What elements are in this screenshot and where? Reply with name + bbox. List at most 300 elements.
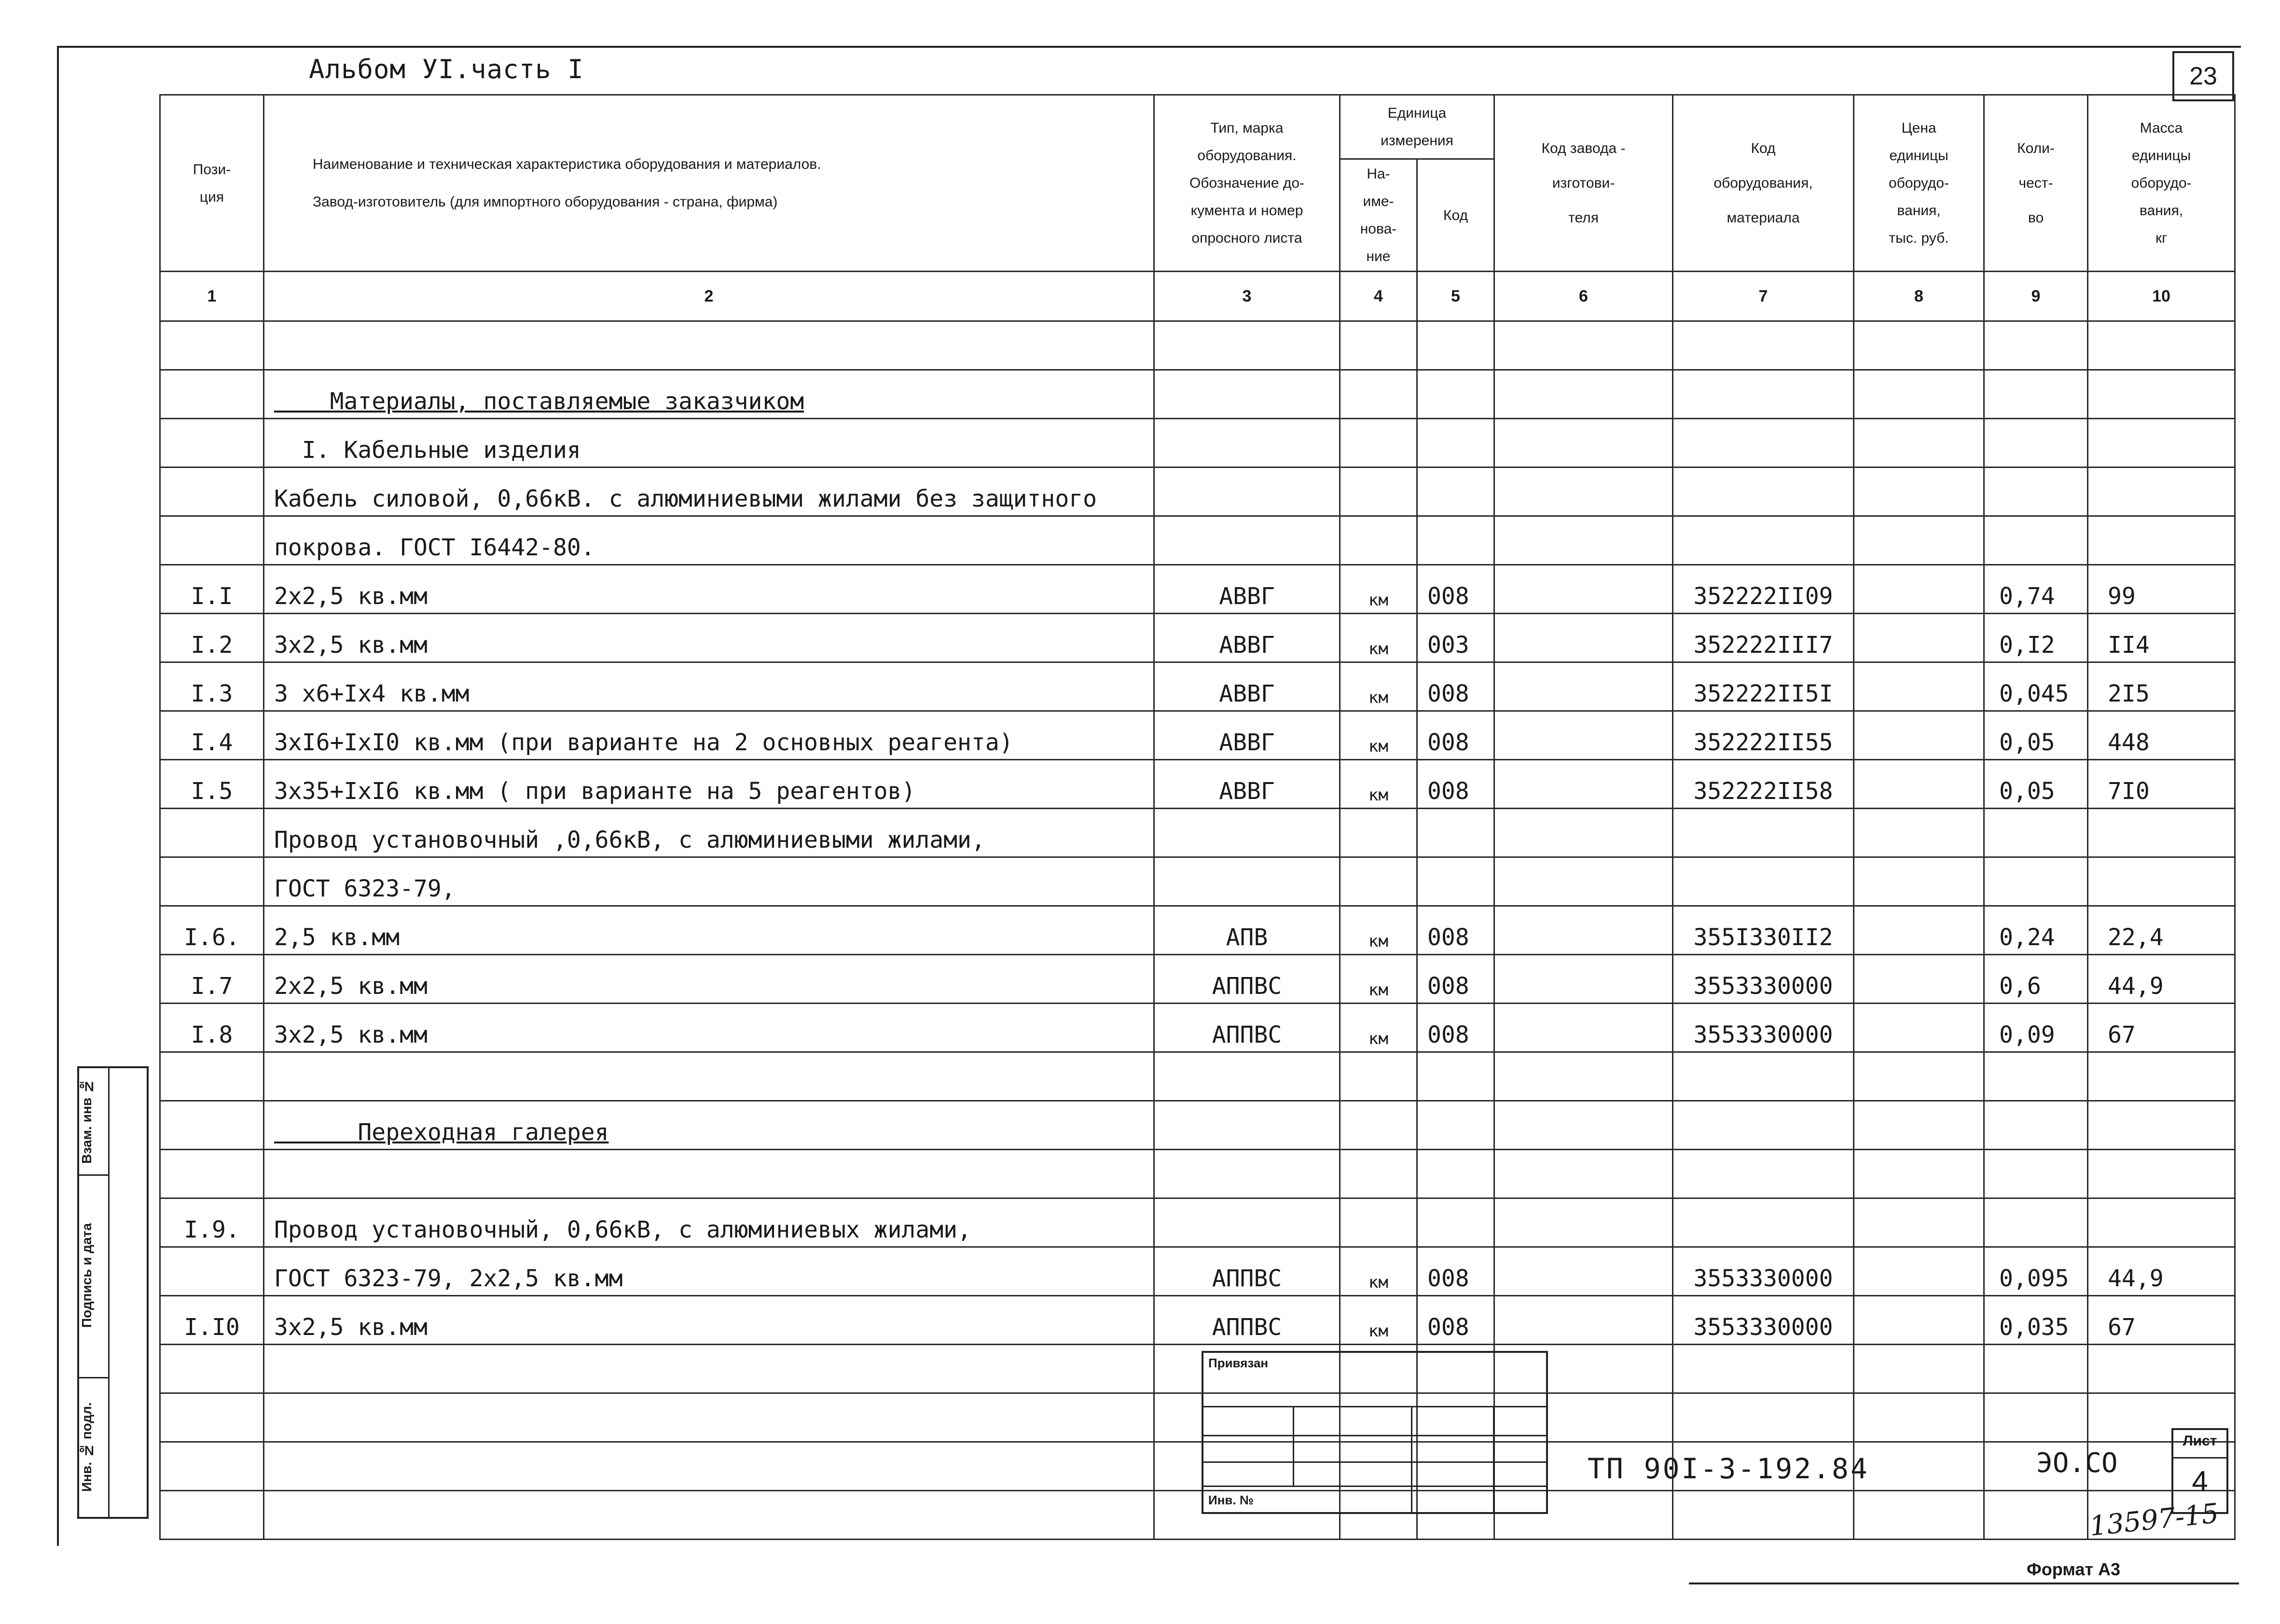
table-row — [160, 1491, 2235, 1540]
row-unit-code: 008 — [1417, 955, 1494, 1004]
row-maker-code — [1494, 1296, 1673, 1345]
row-mass — [2088, 1345, 2235, 1393]
row-maker-code — [1494, 468, 1673, 516]
column-numbers-row — [160, 272, 2235, 321]
stamp-line — [1203, 1406, 1546, 1407]
row-unit — [1340, 1052, 1417, 1101]
col-number: 10 — [2088, 272, 2235, 321]
col-number: 6 — [1494, 272, 1673, 321]
table-row — [160, 1150, 2235, 1198]
row-unit — [1340, 809, 1417, 857]
row-quantity — [1984, 370, 2088, 419]
row-equip-code — [1673, 1150, 1854, 1198]
row-unit-code — [1417, 516, 1494, 565]
row-equip-code: 352222III7 — [1673, 614, 1854, 662]
row-position — [160, 1247, 264, 1296]
table-row — [160, 1004, 2235, 1052]
row-unit-code — [1417, 321, 1494, 370]
document-number: ТП 90I-3-192.84 — [1588, 1452, 1869, 1485]
row-type — [1154, 370, 1340, 419]
attachment-stamp — [1202, 1351, 1548, 1514]
row-price — [1854, 565, 1984, 614]
row-name: Материалы, поставляемые заказчиком — [264, 370, 1154, 419]
row-maker-code — [1494, 711, 1673, 760]
row-quantity — [1984, 857, 2088, 906]
row-price — [1854, 468, 1984, 516]
table-row — [160, 1052, 2235, 1101]
row-position — [160, 1442, 264, 1491]
row-unit: км — [1340, 906, 1417, 955]
row-name — [264, 1150, 1154, 1198]
row-mass: 7I0 — [2088, 760, 2235, 809]
row-unit: км — [1340, 1004, 1417, 1052]
table-row — [160, 614, 2235, 662]
row-maker-code — [1494, 1004, 1673, 1052]
row-unit: км — [1340, 662, 1417, 711]
table-row — [160, 1247, 2235, 1296]
row-name: 3 x6+Ix4 кв.мм — [264, 662, 1154, 711]
sheet-divider — [2173, 1457, 2226, 1459]
row-equip-code: 3553330000 — [1673, 1296, 1854, 1345]
row-price — [1854, 419, 1984, 468]
paper-format: Формат А3 — [2027, 1559, 2121, 1579]
row-maker-code — [1494, 1198, 1673, 1247]
col-header-mass-text: Масса единицы оборудо- вания, кг — [2131, 120, 2192, 246]
row-price — [1854, 1150, 1984, 1198]
row-name: Провод установочный, 0,66кВ, с алюминиевых жилами, — [264, 1198, 1154, 1247]
row-type — [1154, 321, 1340, 370]
row-unit-code — [1417, 1198, 1494, 1247]
row-unit — [1340, 1198, 1417, 1247]
row-position — [160, 321, 264, 370]
row-name: покрова. ГОСТ I6442-80. — [264, 516, 1154, 565]
col-header-equip-code-text: Код оборудования, материала — [1713, 140, 1813, 226]
table-row — [160, 321, 2235, 370]
approval-strip — [77, 1066, 149, 1519]
row-maker-code — [1494, 614, 1673, 662]
row-mass: 2I5 — [2088, 662, 2235, 711]
row-position: I.8 — [160, 1004, 264, 1052]
row-name — [264, 1345, 1154, 1393]
row-name — [264, 321, 1154, 370]
table-row — [160, 1198, 2235, 1247]
row-position: I.7 — [160, 955, 264, 1004]
row-equip-code — [1673, 516, 1854, 565]
table-row — [160, 1296, 2235, 1345]
col-header-maker-code — [1494, 95, 1673, 272]
row-price — [1854, 1247, 1984, 1296]
col-header-unit-group — [1340, 95, 1494, 159]
row-type: АВВГ — [1154, 614, 1340, 662]
row-quantity — [1984, 516, 2088, 565]
row-mass: 67 — [2088, 1296, 2235, 1345]
row-maker-code — [1494, 1150, 1673, 1198]
row-name: Кабель силовой, 0,66кВ. с алюминиевыми жилами без защитного — [264, 468, 1154, 516]
row-maker-code — [1494, 1247, 1673, 1296]
row-quantity — [1984, 1393, 2088, 1442]
row-unit-code — [1417, 1052, 1494, 1101]
row-type: АВВГ — [1154, 565, 1340, 614]
row-unit: км — [1340, 565, 1417, 614]
row-maker-code — [1494, 565, 1673, 614]
col-header-unit-code — [1417, 159, 1494, 272]
row-position — [160, 516, 264, 565]
row-unit — [1340, 516, 1417, 565]
row-unit — [1340, 857, 1417, 906]
col-header-price — [1854, 95, 1984, 272]
table-row — [160, 1101, 2235, 1150]
col-header-maker-code-text: Код завода - изготови- теля — [1541, 140, 1626, 226]
stamp-line — [1203, 1486, 1546, 1487]
row-name: ГОСТ 6323-79, 2x2,5 кв.мм — [264, 1247, 1154, 1296]
row-unit-code — [1417, 1150, 1494, 1198]
row-equip-code — [1673, 370, 1854, 419]
row-unit: км — [1340, 614, 1417, 662]
page-number: 23 — [2172, 51, 2234, 101]
col-number: 3 — [1154, 272, 1340, 321]
col-header-unit-name-text: На- име- нова- ние — [1360, 166, 1397, 264]
row-type — [1154, 1198, 1340, 1247]
row-quantity: 0,05 — [1984, 711, 2088, 760]
handwritten-number: 13597-15 — [2088, 1498, 2220, 1542]
row-equip-code — [1673, 1052, 1854, 1101]
row-quantity — [1984, 1345, 2088, 1393]
strip-divider — [108, 1068, 110, 1517]
stamp-vline — [1411, 1406, 1412, 1512]
row-equip-code — [1673, 1491, 1854, 1540]
row-position: I.3 — [160, 662, 264, 711]
row-position: I.5 — [160, 760, 264, 809]
row-position — [160, 1393, 264, 1442]
row-maker-code — [1494, 419, 1673, 468]
col-header-price-text: Цена единицы оборудо- вания, тыс. руб. — [1888, 120, 1949, 246]
row-price — [1854, 1345, 1984, 1393]
table-row — [160, 565, 2235, 614]
row-name: 3x2,5 кв.мм — [264, 614, 1154, 662]
row-unit: км — [1340, 1247, 1417, 1296]
row-equip-code — [1673, 419, 1854, 468]
col-header-mass — [2088, 95, 2235, 272]
row-maker-code — [1494, 1101, 1673, 1150]
row-maker-code — [1494, 662, 1673, 711]
row-mass: 448 — [2088, 711, 2235, 760]
row-price — [1854, 711, 1984, 760]
row-type: АВВГ — [1154, 662, 1340, 711]
row-maker-code — [1494, 760, 1673, 809]
col-header-name-text: Наименование и техническая характеристика оборудования и материалов. Завод-изготовитель (для импортного оборудования - страна, фирма) — [313, 156, 821, 210]
row-unit-code: 008 — [1417, 662, 1494, 711]
col-header-type — [1154, 95, 1340, 272]
row-mass: 22,4 — [2088, 906, 2235, 955]
row-position — [160, 419, 264, 468]
row-name — [264, 1052, 1154, 1101]
row-quantity: 0,045 — [1984, 662, 2088, 711]
row-unit: км — [1340, 955, 1417, 1004]
row-price — [1854, 809, 1984, 857]
specification-table — [159, 94, 2236, 1540]
row-maker-code — [1494, 809, 1673, 857]
row-unit-code: 008 — [1417, 565, 1494, 614]
row-equip-code — [1673, 1393, 1854, 1442]
col-number: 7 — [1673, 272, 1854, 321]
row-name: Провод установочный ,0,66кВ, с алюминиевыми жилами, — [264, 809, 1154, 857]
row-unit-code — [1417, 468, 1494, 516]
row-price — [1854, 516, 1984, 565]
col-header-pos-text: Пози- ция — [193, 161, 231, 205]
row-price — [1854, 955, 1984, 1004]
album-title: Альбом УI.часть I — [309, 54, 584, 84]
row-equip-code: 352222II09 — [1673, 565, 1854, 614]
row-price — [1854, 1491, 1984, 1540]
row-mass — [2088, 370, 2235, 419]
row-name: 3xI6+IxI0 кв.мм (при варианте на 2 основных реагента) — [264, 711, 1154, 760]
table-row — [160, 419, 2235, 468]
row-type: АППВС — [1154, 955, 1340, 1004]
row-unit — [1340, 468, 1417, 516]
row-unit-code: 008 — [1417, 906, 1494, 955]
row-unit-code: 008 — [1417, 711, 1494, 760]
table-row — [160, 662, 2235, 711]
row-equip-code — [1673, 1101, 1854, 1150]
row-maker-code — [1494, 857, 1673, 906]
row-mass — [2088, 468, 2235, 516]
row-price — [1854, 857, 1984, 906]
row-price — [1854, 1442, 1984, 1491]
row-unit-code: 008 — [1417, 1296, 1494, 1345]
row-price — [1854, 1004, 1984, 1052]
strip-label-inventory: Инв. № подл. — [79, 1402, 94, 1492]
row-mass: II4 — [2088, 614, 2235, 662]
row-equip-code — [1673, 1198, 1854, 1247]
col-header-name — [264, 95, 1154, 272]
strip-label-signature: Подпись и дата — [79, 1223, 94, 1328]
table-row — [160, 857, 2235, 906]
row-quantity: 0,09 — [1984, 1004, 2088, 1052]
row-name: 3x35+IxI6 кв.мм ( при варианте на 5 реагентов) — [264, 760, 1154, 809]
row-name: Переходная галерея — [264, 1101, 1154, 1150]
row-unit-code — [1417, 857, 1494, 906]
row-name — [264, 1393, 1154, 1442]
row-type — [1154, 1101, 1340, 1150]
row-type: АППВС — [1154, 1247, 1340, 1296]
row-quantity — [1984, 809, 2088, 857]
row-price — [1854, 662, 1984, 711]
row-name: 3x2,5 кв.мм — [264, 1296, 1154, 1345]
stamp-vline — [1293, 1406, 1294, 1486]
col-header-equip-code — [1673, 95, 1854, 272]
row-equip-code — [1673, 857, 1854, 906]
row-equip-code — [1673, 321, 1854, 370]
row-position — [160, 1052, 264, 1101]
row-quantity — [1984, 468, 2088, 516]
row-price — [1854, 321, 1984, 370]
row-type — [1154, 468, 1340, 516]
row-name: 2,5 кв.мм — [264, 906, 1154, 955]
row-quantity — [1984, 1198, 2088, 1247]
table-row — [160, 906, 2235, 955]
col-number: 5 — [1417, 272, 1494, 321]
col-header-unit-name — [1340, 159, 1417, 272]
row-type — [1154, 1150, 1340, 1198]
row-unit-code — [1417, 370, 1494, 419]
row-unit-code: 008 — [1417, 1247, 1494, 1296]
row-price — [1854, 614, 1984, 662]
row-unit-code: 003 — [1417, 614, 1494, 662]
row-name: ГОСТ 6323-79, — [264, 857, 1154, 906]
row-mass: 99 — [2088, 565, 2235, 614]
row-type — [1154, 419, 1340, 468]
row-name — [264, 1442, 1154, 1491]
row-position — [160, 1491, 264, 1540]
format-line — [1689, 1583, 2239, 1584]
row-type — [1154, 516, 1340, 565]
stamp-line — [1203, 1435, 1546, 1436]
row-quantity: 0,I2 — [1984, 614, 2088, 662]
row-unit — [1340, 370, 1417, 419]
row-price — [1854, 760, 1984, 809]
row-quantity: 0,6 — [1984, 955, 2088, 1004]
stamp-line — [1203, 1461, 1546, 1463]
stamp-vline — [1493, 1406, 1494, 1512]
row-name: 2x2,5 кв.мм — [264, 565, 1154, 614]
row-unit-code — [1417, 1101, 1494, 1150]
row-type: АППВС — [1154, 1004, 1340, 1052]
row-mass — [2088, 516, 2235, 565]
row-position: I.9. — [160, 1198, 264, 1247]
row-name: 2x2,5 кв.мм — [264, 955, 1154, 1004]
row-mass — [2088, 809, 2235, 857]
row-unit-code: 008 — [1417, 1004, 1494, 1052]
table-row — [160, 1442, 2235, 1491]
row-mass — [2088, 321, 2235, 370]
row-mass — [2088, 419, 2235, 468]
row-mass: 44,9 — [2088, 955, 2235, 1004]
row-maker-code — [1494, 955, 1673, 1004]
stamp-attached-label: Привязан — [1208, 1356, 1269, 1370]
row-mass — [2088, 857, 2235, 906]
table-row — [160, 1345, 2235, 1393]
row-maker-code — [1494, 370, 1673, 419]
row-maker-code — [1494, 321, 1673, 370]
row-equip-code: 352222II55 — [1673, 711, 1854, 760]
row-type — [1154, 809, 1340, 857]
row-price — [1854, 1052, 1984, 1101]
row-position — [160, 1150, 264, 1198]
row-equip-code: 3553330000 — [1673, 1247, 1854, 1296]
row-type: АПВ — [1154, 906, 1340, 955]
col-header-qty — [1984, 95, 2088, 272]
row-name: I. Кабельные изделия — [264, 419, 1154, 468]
row-position — [160, 1101, 264, 1150]
row-unit-code — [1417, 419, 1494, 468]
row-quantity: 0,095 — [1984, 1247, 2088, 1296]
row-equip-code: 3553330000 — [1673, 955, 1854, 1004]
row-quantity: 0,035 — [1984, 1296, 2088, 1345]
row-name — [264, 1491, 1154, 1540]
table-row — [160, 516, 2235, 565]
row-type: АВВГ — [1154, 711, 1340, 760]
row-mass — [2088, 1198, 2235, 1247]
row-unit — [1340, 1150, 1417, 1198]
row-type: АППВС — [1154, 1296, 1340, 1345]
row-mass — [2088, 1052, 2235, 1101]
table-row — [160, 468, 2235, 516]
col-header-unit-code-text: Код — [1443, 207, 1468, 223]
row-unit — [1340, 321, 1417, 370]
row-name: 3x2,5 кв.мм — [264, 1004, 1154, 1052]
row-position: I.2 — [160, 614, 264, 662]
row-quantity: 0,74 — [1984, 565, 2088, 614]
row-quantity — [1984, 1052, 2088, 1101]
strip-label-replace: Взам. инв № — [79, 1079, 94, 1164]
row-unit: км — [1340, 711, 1417, 760]
row-price — [1854, 1296, 1984, 1345]
row-equip-code — [1673, 468, 1854, 516]
row-position — [160, 809, 264, 857]
table-row — [160, 1393, 2235, 1442]
row-equip-code — [1673, 1345, 1854, 1393]
row-unit: км — [1340, 1296, 1417, 1345]
row-price — [1854, 906, 1984, 955]
row-unit-code — [1417, 809, 1494, 857]
row-maker-code — [1494, 1052, 1673, 1101]
row-maker-code — [1494, 906, 1673, 955]
row-unit — [1340, 1101, 1417, 1150]
row-price — [1854, 1393, 1984, 1442]
row-mass: 44,9 — [2088, 1247, 2235, 1296]
table-row — [160, 809, 2235, 857]
col-number: 1 — [160, 272, 264, 321]
row-equip-code: 355I330II2 — [1673, 906, 1854, 955]
row-type — [1154, 1052, 1340, 1101]
row-price — [1854, 1101, 1984, 1150]
row-position: I.I0 — [160, 1296, 264, 1345]
sheet-label: Лист — [2183, 1433, 2217, 1449]
row-position: I.6. — [160, 906, 264, 955]
row-quantity: 0,05 — [1984, 760, 2088, 809]
row-quantity — [1984, 419, 2088, 468]
document-code: ЭО.СО — [2036, 1447, 2118, 1479]
row-equip-code: 3553330000 — [1673, 1004, 1854, 1052]
row-position — [160, 468, 264, 516]
row-position: I.4 — [160, 711, 264, 760]
col-header-qty-text: Коли- чест- во — [2017, 140, 2055, 226]
row-position: I.I — [160, 565, 264, 614]
table-row — [160, 955, 2235, 1004]
row-quantity — [1984, 321, 2088, 370]
table-row — [160, 760, 2235, 809]
row-position — [160, 370, 264, 419]
col-number: 4 — [1340, 272, 1417, 321]
stamp-inv-label: Инв. № — [1208, 1493, 1254, 1507]
col-header-pos — [160, 95, 264, 272]
row-equip-code: 352222II58 — [1673, 760, 1854, 809]
table-row — [160, 711, 2235, 760]
row-price — [1854, 1198, 1984, 1247]
row-price — [1854, 370, 1984, 419]
col-header-type-text: Тип, марка оборудования. Обозначение до- кумента и номер опросного листа — [1189, 120, 1305, 246]
row-type — [1154, 857, 1340, 906]
row-mass — [2088, 1150, 2235, 1198]
row-unit: км — [1340, 760, 1417, 809]
row-equip-code: 352222II5I — [1673, 662, 1854, 711]
row-unit-code: 008 — [1417, 760, 1494, 809]
table-row — [160, 370, 2235, 419]
row-quantity: 0,24 — [1984, 906, 2088, 955]
row-mass — [2088, 1101, 2235, 1150]
col-header-unit-group-text: Единица измерения — [1381, 105, 1453, 149]
row-mass: 67 — [2088, 1004, 2235, 1052]
